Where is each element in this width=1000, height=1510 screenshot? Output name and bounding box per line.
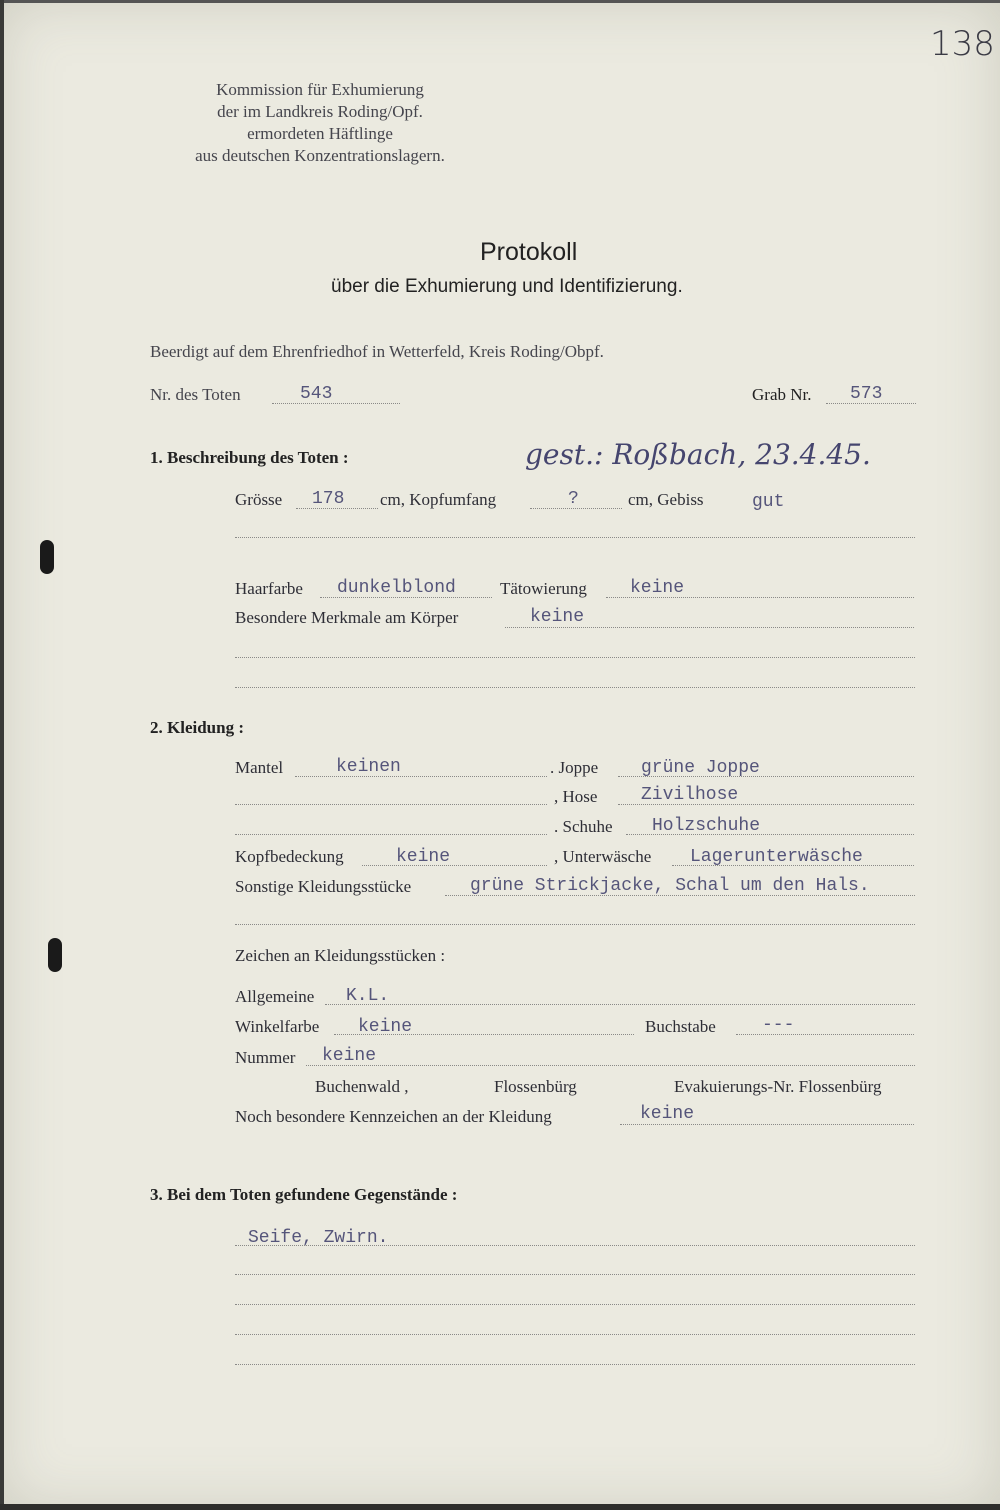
allg-value: K.L. — [346, 986, 390, 1006]
blank-line-2 — [235, 657, 915, 658]
joppe-value: grüne Joppe — [641, 758, 760, 778]
allg-label: Allgemeine — [235, 987, 315, 1006]
kopf-label: Kopfbedeckung — [235, 847, 344, 866]
nummer-label: Nummer — [235, 1048, 296, 1067]
grave-no-value: 573 — [850, 384, 883, 404]
items-line-5 — [235, 1364, 915, 1365]
winkel-value: keine — [358, 1017, 413, 1037]
hose-value: Zivilhose — [641, 785, 739, 805]
header-line-3: ermordeten Häftlinge — [247, 124, 393, 143]
blank-line-4 — [235, 924, 915, 925]
items-line-3 — [235, 1304, 915, 1305]
schuhe-label: . Schuhe — [554, 817, 613, 836]
kopf-line — [362, 865, 547, 866]
blank-line-3 — [235, 687, 915, 688]
height-value: 178 — [312, 489, 345, 509]
punch-hole-top — [40, 540, 54, 574]
schuhe-left-line — [235, 834, 547, 835]
death-annotation: gest.: Roßbach, 23.4.45. — [525, 438, 871, 471]
winkel-label: Winkelfarbe — [235, 1017, 320, 1036]
noch-value: keine — [640, 1104, 695, 1124]
punch-hole-bottom — [48, 938, 62, 972]
burial-line: Beerdigt auf dem Ehrenfriedhof in Wetterfeld, Kreis Roding/Obpf. — [150, 342, 604, 361]
buchstabe-value: --- — [762, 1015, 795, 1035]
allg-line — [325, 1004, 915, 1005]
evacuation-no: Evakuierungs-Nr. Flossenbürg — [674, 1077, 882, 1096]
marks-label: Besondere Merkmale am Körper — [235, 608, 459, 627]
camp-buchenwald: Buchenwald , — [315, 1077, 409, 1096]
page-number: 138 — [930, 24, 995, 64]
marks-value: keine — [530, 607, 585, 627]
dead-no-line — [272, 403, 400, 404]
dead-no-value: 543 — [300, 384, 333, 404]
mantel-line — [295, 776, 547, 777]
section-1-heading: 1. Beschreibung des Toten : — [150, 448, 349, 467]
zeichen-label: Zeichen an Kleidungsstücken : — [235, 946, 446, 965]
hose-left-line — [235, 804, 547, 805]
blank-line-1 — [235, 537, 915, 538]
head-value: ? — [568, 489, 579, 509]
sonst-label: Sonstige Kleidungsstücke — [235, 877, 412, 896]
joppe-label: . Joppe — [550, 758, 599, 777]
camp-flossenbuerg: Flossenbürg — [494, 1077, 577, 1096]
kopf-value: keine — [396, 847, 451, 867]
hose-label: , Hose — [554, 787, 598, 806]
scan-edge-top — [0, 0, 1000, 3]
hair-value: dunkelblond — [337, 578, 456, 598]
items-line-4 — [235, 1334, 915, 1335]
document-title: Protokoll — [480, 238, 578, 266]
scan-edge-left — [0, 0, 4, 1510]
nummer-value: keine — [322, 1046, 377, 1066]
nummer-line — [306, 1065, 915, 1066]
grave-no-label: Grab Nr. — [752, 385, 812, 404]
tattoo-label: Tätowierung — [500, 579, 587, 598]
teeth-value: gut — [752, 492, 785, 512]
mantel-value: keinen — [336, 757, 401, 777]
scan-edge-bottom — [0, 1504, 1000, 1510]
header-line-1: Kommission für Exhumierung — [216, 80, 424, 99]
marks-line — [505, 627, 914, 628]
noch-line — [620, 1124, 914, 1125]
height-unit: cm, Kopfumfang — [380, 490, 497, 509]
header-line-2: der im Landkreis Roding/Opf. — [217, 102, 423, 121]
unter-label: , Unterwäsche — [554, 847, 652, 866]
items-line-2 — [235, 1274, 915, 1275]
tattoo-value: keine — [630, 578, 685, 598]
mantel-label: Mantel — [235, 758, 284, 777]
noch-label: Noch besondere Kennzeichen an der Kleidung — [235, 1107, 552, 1126]
items-value: Seife, Zwirn. — [248, 1228, 389, 1248]
buchstabe-label: Buchstabe — [645, 1017, 716, 1036]
hair-label: Haarfarbe — [235, 579, 303, 598]
document-subtitle: über die Exhumierung und Identifizierung. — [331, 276, 683, 297]
sonst-value: grüne Strickjacke, Schal um den Hals. — [470, 876, 870, 896]
schuhe-value: Holzschuhe — [652, 816, 761, 836]
height-label: Grösse — [235, 490, 283, 509]
section-2-heading: 2. Kleidung : — [150, 718, 244, 737]
dead-no-label: Nr. des Toten — [150, 385, 241, 404]
head-unit: cm, Gebiss — [628, 490, 704, 509]
header-line-4: aus deutschen Konzentrationslagern. — [195, 146, 445, 165]
items-line-1 — [235, 1245, 915, 1246]
unter-value: Lagerunterwäsche — [690, 847, 863, 867]
section-3-heading: 3. Bei dem Toten gefundene Gegenstände : — [150, 1185, 458, 1204]
